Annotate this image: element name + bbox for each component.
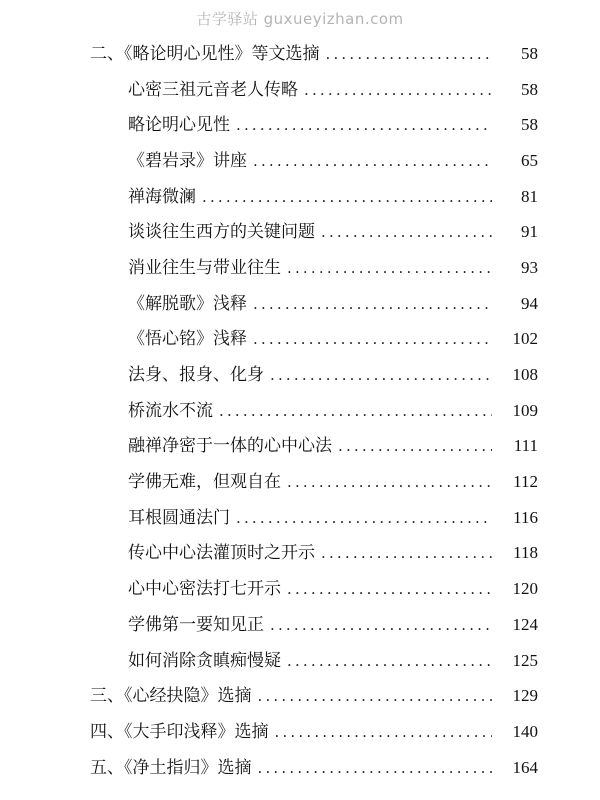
toc-entry-page-number: 125 bbox=[512, 650, 538, 670]
toc-entry-title: 《碧岩录》讲座 bbox=[128, 150, 247, 171]
toc-dot-leader bbox=[275, 722, 493, 742]
toc-entry-title: 《悟心铭》浅释 bbox=[128, 329, 247, 350]
toc-entry bbox=[0, 393, 600, 429]
toc-entry-page-number: 124 bbox=[512, 614, 538, 634]
toc-entry-title: 传心中心法灌顶时之开示 bbox=[128, 543, 315, 564]
toc-entry bbox=[0, 286, 600, 322]
toc-dot-leader bbox=[287, 651, 492, 671]
toc-dot-leader bbox=[287, 258, 492, 278]
toc-entry-page-number: 164 bbox=[512, 757, 538, 777]
toc-entry bbox=[0, 36, 600, 72]
toc-entry-title: 禅海微澜 bbox=[128, 186, 196, 207]
toc-entry-title: 融禅净密于一体的心中心法 bbox=[128, 436, 332, 457]
toc-entry-page-number: 58 bbox=[521, 79, 538, 99]
toc-entry bbox=[0, 500, 600, 536]
toc-entry bbox=[0, 250, 600, 286]
toc-entry-title: 如何消除贪瞋痴慢疑 bbox=[128, 650, 281, 671]
toc-entry-page-number: 93 bbox=[521, 257, 538, 277]
toc-entry bbox=[0, 678, 600, 714]
toc-entry-title: 学佛无难，但观自在 bbox=[128, 472, 281, 493]
toc-entry-title: 心中心密法打七开示 bbox=[128, 579, 281, 600]
toc-dot-leader bbox=[253, 294, 492, 314]
toc-entry-title: 略论明心见性 bbox=[128, 115, 230, 136]
toc-entry-title: 心密三祖元音老人传略 bbox=[128, 79, 298, 100]
toc-dot-leader bbox=[258, 758, 493, 778]
toc-entry-page-number: 102 bbox=[512, 329, 538, 349]
toc-entry-title: 消业往生与带业往生 bbox=[128, 257, 281, 278]
toc-entry-title: 耳根圆通法门 bbox=[128, 507, 230, 528]
toc-entry-title: 法身、报身、化身 bbox=[128, 365, 264, 386]
toc-entry bbox=[0, 464, 600, 500]
toc-entry bbox=[0, 536, 600, 572]
toc-entry bbox=[0, 714, 600, 750]
toc-entry-page-number: 112 bbox=[513, 472, 538, 492]
toc-entry bbox=[0, 72, 600, 108]
toc-dot-leader bbox=[304, 80, 492, 100]
toc-entry-title: 《解脱歌》浅释 bbox=[128, 293, 247, 314]
toc-dot-leader bbox=[253, 151, 492, 171]
toc-entry bbox=[0, 750, 600, 786]
toc-entry-page-number: 109 bbox=[512, 400, 538, 420]
toc-entry-title: 二、《略论明心见性》等文选摘 bbox=[90, 43, 320, 64]
toc-entry-page-number: 120 bbox=[512, 579, 538, 599]
toc-dot-leader bbox=[321, 543, 492, 563]
toc-entry-title: 四、《大手印浅释》选摘 bbox=[90, 721, 269, 742]
toc-entry bbox=[0, 643, 600, 679]
toc-dot-leader bbox=[270, 365, 492, 385]
toc-entry bbox=[0, 214, 600, 250]
toc-entry-title: 谈谈往生西方的关键问题 bbox=[128, 222, 315, 243]
toc-dot-leader bbox=[236, 508, 492, 528]
toc-entry-page-number: 91 bbox=[521, 222, 538, 242]
toc-entry-page-number: 81 bbox=[521, 186, 538, 206]
watermark: 古学驿站 guxueyizhan.com bbox=[196, 10, 404, 28]
toc-entry-page-number: 140 bbox=[512, 721, 538, 741]
toc-entry-title: 桥流水不流 bbox=[128, 400, 213, 421]
toc-entry-page-number: 111 bbox=[513, 436, 538, 456]
toc-entry bbox=[0, 607, 600, 643]
toc-entry-page-number: 108 bbox=[512, 365, 538, 385]
toc-entry-page-number: 94 bbox=[521, 293, 538, 313]
toc-entry bbox=[0, 571, 600, 607]
toc-dot-leader bbox=[253, 329, 492, 349]
toc-entry-title: 三、《心经抉隐》选摘 bbox=[90, 686, 252, 707]
toc-dot-leader bbox=[326, 44, 493, 64]
toc-entry bbox=[0, 179, 600, 215]
toc-dot-leader bbox=[236, 115, 492, 135]
toc-entry-title: 五、《净土指归》选摘 bbox=[90, 757, 252, 778]
toc-entry-page-number: 118 bbox=[513, 543, 538, 563]
toc-entry bbox=[0, 322, 600, 358]
toc-entry-page-number: 65 bbox=[521, 150, 538, 170]
toc-dot-leader bbox=[202, 187, 492, 207]
table-of-contents bbox=[0, 36, 600, 785]
toc-dot-leader bbox=[321, 222, 492, 242]
toc-entry-page-number: 58 bbox=[521, 115, 538, 135]
toc-entry-page-number: 129 bbox=[512, 686, 538, 706]
toc-entry-page-number: 116 bbox=[513, 507, 538, 527]
toc-dot-leader bbox=[338, 436, 492, 456]
toc-entry bbox=[0, 143, 600, 179]
toc-dot-leader bbox=[270, 615, 492, 635]
toc-entry-page-number: 58 bbox=[521, 43, 538, 63]
toc-dot-leader bbox=[258, 686, 493, 706]
toc-entry bbox=[0, 107, 600, 143]
toc-entry bbox=[0, 429, 600, 465]
toc-dot-leader bbox=[287, 472, 492, 492]
toc-entry-title: 学佛第一要知见正 bbox=[128, 614, 264, 635]
toc-entry bbox=[0, 357, 600, 393]
toc-dot-leader bbox=[287, 579, 492, 599]
toc-dot-leader bbox=[219, 401, 492, 421]
